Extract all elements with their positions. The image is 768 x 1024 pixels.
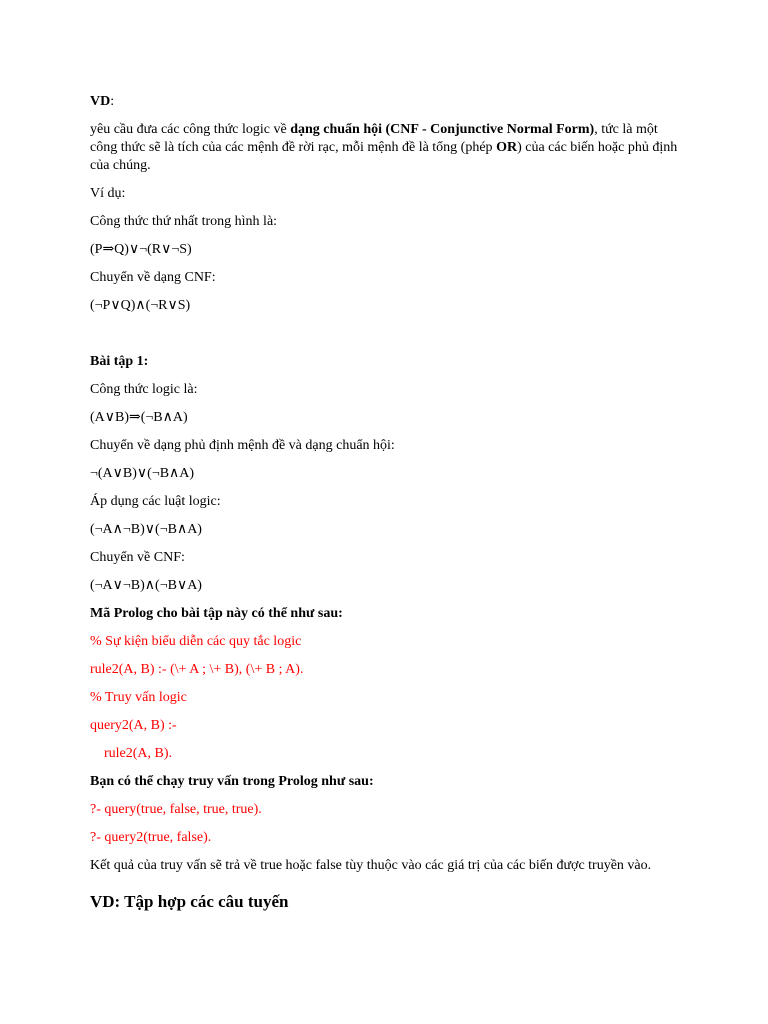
vd-label: VD <box>90 94 111 109</box>
intro-text-b: , tức là một công thức sẽ là tích của các mệnh đề rời rạc, mỗi mệnh đề là tổng (phép <box>90 122 658 155</box>
step2-label: Áp dụng các luật logic: <box>90 494 221 509</box>
first-formula-label: Công thức thứ nhất trong hình là: <box>90 214 278 229</box>
step3-formula: (¬A∨¬B)∧(¬B∨A) <box>90 578 202 593</box>
intro-text-c: ) của các biến hoặc phủ định của chúng. <box>90 140 678 173</box>
vd-colon: : <box>110 94 115 109</box>
step1-formula: ¬(A∨B)∨(¬B∧A) <box>90 466 195 481</box>
code-line: % Truy vấn logic <box>90 690 187 705</box>
step2-formula: (¬A∧¬B)∨(¬B∧A) <box>90 522 202 537</box>
first-formula: (P⇒Q)∨¬(R∨¬S) <box>90 242 192 257</box>
intro-cnf-term: dạng chuẩn hội (CNF - Conjunctive Normal Form) <box>290 122 595 137</box>
run-heading <box>90 773 680 791</box>
result-text: Kết quả của truy vấn sẽ trả về true hoặc false tùy thuộc vào các giá trị của các biến được truyền vào. <box>90 858 652 873</box>
code-line: rule2(A, B) :- (\+ A ; \+ B), (\+ B ; A). <box>90 662 304 677</box>
convert-label: Chuyển về dạng CNF: <box>90 270 216 285</box>
prolog-heading-text: Mã Prolog cho bài tập này có thể như sau: <box>90 606 343 621</box>
document-page <box>90 93 680 913</box>
vd-heading <box>90 93 680 111</box>
query-line: ?- query(true, false, true, true). <box>90 802 262 817</box>
run-heading-text: Bạn có thể chạy truy vấn trong Prolog như sau: <box>90 774 374 789</box>
intro-text-a: yêu cầu đưa các công thức logic về <box>90 122 291 137</box>
formula-label: Công thức logic là: <box>90 382 198 397</box>
step3-label: Chuyển về CNF: <box>90 550 185 565</box>
converted-formula: (¬P∨Q)∧(¬R∨S) <box>90 298 191 313</box>
intro-or-term: OR <box>496 140 518 155</box>
formula: (A∨B)⇒(¬B∧A) <box>90 410 188 425</box>
query-line: ?- query2(true, false). <box>90 830 212 845</box>
section2-title: VD: Tập hợp các câu tuyến <box>90 892 289 911</box>
prolog-heading <box>90 605 680 623</box>
exercise1-title <box>90 353 680 371</box>
step1-label: Chuyển về dạng phủ định mệnh đề và dạng chuẩn hội: <box>90 438 395 453</box>
code-line: % Sự kiện biểu diễn các quy tắc logic <box>90 634 302 649</box>
code-line: rule2(A, B). <box>104 746 173 761</box>
code-line: query2(A, B) :- <box>90 718 177 733</box>
example-label: Ví dụ: <box>90 186 126 201</box>
exercise1-title-text: Bài tập 1: <box>90 354 149 369</box>
intro-paragraph <box>90 121 680 175</box>
